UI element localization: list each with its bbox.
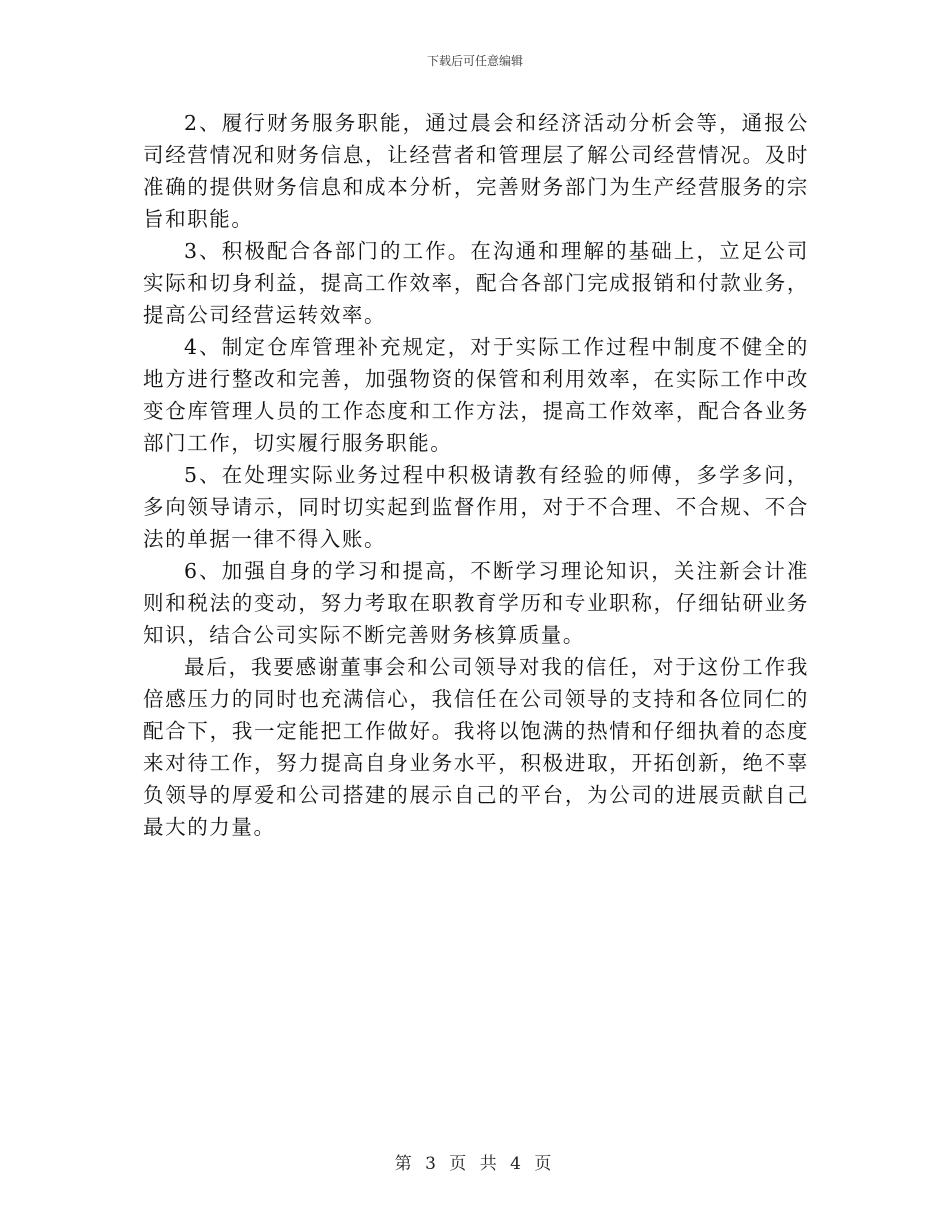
paragraph-item-6: 6、加强自身的学习和提高，不断学习理论知识，关注新会计准则和税法的变动，努力考取在职教育学历和专业职称，仔细钻研业务知识，结合公司实际不断完善财务核算质量。 <box>143 559 809 647</box>
paragraph-item-5: 5、在处理实际业务过程中积极请教有经验的师傅，多学多问，多向领导请示，同时切实起到监督作用，对于不合理、不合规、不合法的单据一律不得入账。 <box>143 463 809 551</box>
paragraph-item-3: 3、积极配合各部门的工作。在沟通和理解的基础上，立足公司实际和切身利益，提高工作效率，配合各部门完成报销和付款业务，提高公司经营运转效率。 <box>143 239 809 327</box>
paragraph-item-2: 2、履行财务服务职能，通过晨会和经济活动分析会等，通报公司经营情况和财务信息，让经营者和管理层了解公司经营情况。及时准确的提供财务信息和成本分析，完善财务部门为生产经营服务的宗旨和职能。 <box>143 111 809 231</box>
paragraph-item-4: 4、制定仓库管理补充规定，对于实际工作过程中制度不健全的地方进行整改和完善，加强物资的保管和利用效率，在实际工作中改变仓库管理人员的工作态度和工作方法，提高工作效率，配合各业务部门工作，切实履行服务职能。 <box>143 335 809 455</box>
paragraph-closing: 最后，我要感谢董事会和公司领导对我的信任，对于这份工作我倍感压力的同时也充满信心，我信任在公司领导的支持和各位同仁的配合下，我一定能把工作做好。我将以饱满的热情和仔细执着的态度来对待工作，努力提高自身业务水平，积极进取，开拓创新，绝不辜负领导的厚爱和公司搭建的展示自己的平台，为公司的进展贡献自己最大的力量。 <box>143 655 809 839</box>
document-body <box>143 107 809 843</box>
page-number-footer: 第 3 页 共 4 页 <box>394 1154 556 1174</box>
page-header: 下载后可任意编辑 <box>426 54 523 68</box>
